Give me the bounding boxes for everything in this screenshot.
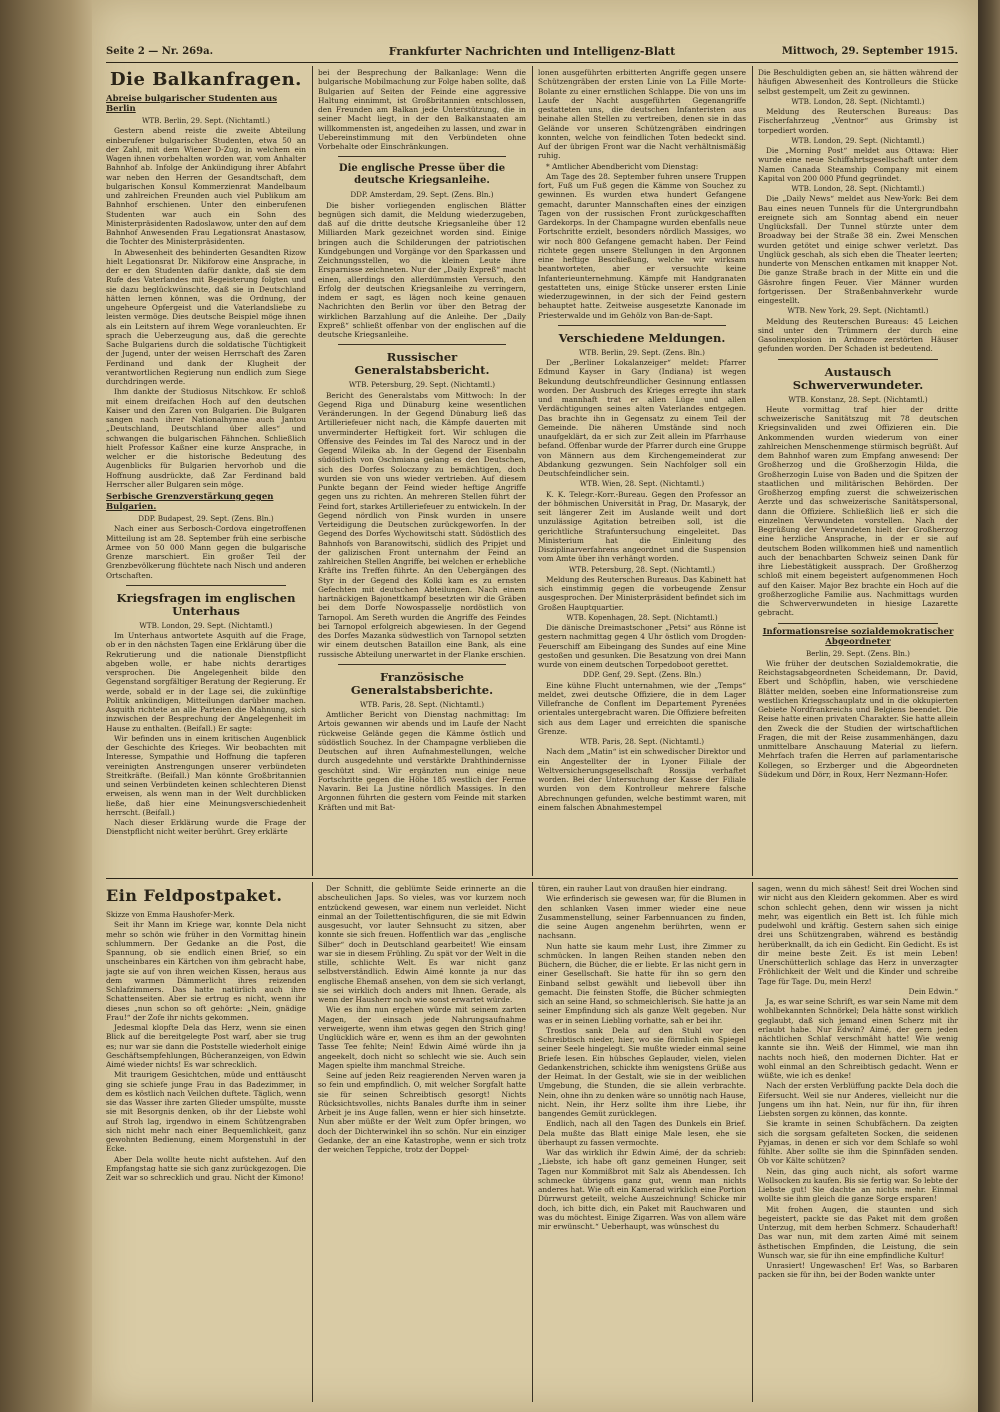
paragraph: Wir befinden uns in einem kritischen Augenblick der Geschichte des Krieges. Wir beobachten mit Interesse, Sympathie und Hoffnung die tapferen vereinigten Anstrengungen unserer verbündeten Streitkräfte. (Beifall.) Man könnte Großbritannien und seinen Verbündeten keinen schlechteren Dienst erweisen, als wenn man in der Welt durchblicken ließe, daß hier eine Meinungsverschiedenheit herrscht. (Beifall.) xyxy=(106,733,306,817)
headline-franzoesische-berichte: Französische Generalstabsberichte. xyxy=(350,669,494,697)
byline: Skizze von Emma Haushofer-Merk. xyxy=(106,910,235,919)
paragraph: Trostlos sank Dela auf den Stuhl vor den Schreibtisch nieder, hier, wo sie förmlich ein Spiegel seiner Seele hingelegt. Sie mußte wieder einmal seine Briefe lesen. Ein hübsches Geplauder, vielen, vielen Gedankenstrichen, schickte ihm wenigstens Grüße aus der Heimat. In der Gestalt, wie sie in der weiblichen Umgebung, die Stunden, die sie allein verbrachte. Nein, ohne ihn zu denken wäre so unnötig nach Hause, nicht. Nein, ihr Herz sollte ihm ihre Liebe, ihr bangendes Gemüt zurücklegen. xyxy=(538,1025,746,1118)
headline-feldpostpaket: Ein Feldpostpaket. xyxy=(106,886,283,905)
dateline: WTB. Wien, 28. Sept. (Nichtamtl.) xyxy=(579,479,705,489)
dateline: WTB. London, 29. Sept. (Nichtamtl.) xyxy=(139,620,273,630)
column-3 xyxy=(538,68,746,874)
feuilleton-column-4 xyxy=(758,884,958,1400)
paragraph: K. K. Telegr.-Korr.-Bureau. Gegen den Professor an der böhmischen Universität in Prag, Dr. Masaryk, der seit längerer Zeit im Auslande weilt und dort unzulässige Agitation betreiben soll, ist die gerichtliche Strafuntersuchung eingeleitet. Das Ministerium hat die Einleitung des Disziplinarverfahrens angeordnet und die Suspension vom Amte über ihn verhängt worden. xyxy=(538,489,746,564)
separator xyxy=(558,325,726,326)
paragraph: lonen ausgeführten erbitterten Angriffe gegen unsere Schützengräben der ersten Linie von La Fille Morte-Bolante zu einer ernstlichen Schlappe. Die von uns im Laufe der Nacht ausgeführten Gegenangriffe gestatteten uns, die deutschen Infanteristen aus beinahe allen Stellen zu vertreiben, denen sie in das Gelände vor unseren Schützengräben eindringen konnten, welche von feindlichen Toten bedeckt sind. Auf der übrigen Front war die Nacht verhältnismäßig ruhig. xyxy=(538,68,746,161)
column-rule xyxy=(312,882,313,1402)
column-1 xyxy=(106,68,306,874)
dateline: WTB. Petersburg, 28. Sept. (Nichtamtl.) xyxy=(568,564,716,574)
separator xyxy=(338,156,506,157)
headline-russischer-bericht: Russischer Generalstabsbericht. xyxy=(354,350,490,378)
paragraph: Bericht des Generalstabs vom Mittwoch: In der Gegend Riga und Dünaburg keine wesentlichen Veränderungen. In der Gegend Dünaburg ließ das Artilleriefeuer nicht nach, die Kämpfe dauerten mit unverminderter Heftigkeit fort. Wir schlugen die Offensive des Feindes im Tal des Narocz und in der Gegend Wileika ab. In der Gegend der Eisenbahn südöstlich von Oschmiana gelang es den Deutschen, sich des Dorfes Soloczany zu bemächtigen, doch wurden sie von uns wieder vertrieben. Auf diesem Punkte begann der Feind wieder heftige Angriffe gegen uns zu richten. An mehreren Stellen führt der Feind fort, starkes Artilleriefeuer zu entwickeln. In der Gegend nördlich von Pinsk wurden in unsere Verteidigung die Deutschen zurückgeworfen. In der Gegend des Dorfes Wychowitschi statt. Südöstlich des Bahnhofs von Baranowitschi, südlich des Pripjet und der galizischen Front unternahm der Feind an zahlreichen Stellen Angriffe, bei welchen er erhebliche Kräfte ins Treffen führte. An den Uebergängen des Styr in der Gegend des Kolki kam es zu ernsten Gefechten mit deutschen Abteilungen. Nach einem hartnäckigen Bajonettkampf besetzten wir die Gräben bei dem Dorfe Nowospasselje nordöstlich von Tarnopol. Am Sereth wurden die Angriffe des Feindes bei Tarnopol erfolgreich abgewiesen. In der Gegend des Dorfes Mazanka südwestlich von Tarnopol setzten wir einem deutschen Bataillon eine Bank, als eine russische Abteilung unerwartet in der Flanke erschien. xyxy=(318,390,526,659)
dateline: WTB. London, 28. Sept. (Nichtamtl.) xyxy=(791,96,925,106)
separator xyxy=(338,664,506,665)
paragraph: Gestern abend reiste die zweite Abteilung einberufener bulgarischer Studenten, etwa 50 an der Zahl, mit dem Wiener D-Zug, in welchem ein Wagen ihnen vorbehalten worden war, vom Anhalter Bahnhof ab. Infolge der Ankündigung ihrer Abfahrt war neben den Herren der Gesandtschaft, dem bulgarischen Konsul Kommerzienrat Mandelbaum und zahlreichen Freunden auch viel Publikum am Bahnhof erschienen. Unter den einberufenen Studenten war auch ein Sohn des Ministerpräsidenten Radoslawow, unter den auf dem Bahnhof Anwesenden Frau Legationsrat Anastasow, die Tochter des Ministerpräsidenten. xyxy=(106,126,306,247)
paragraph: Unrasiert! Ungewaschen! Er! Was, so Barbaren packen sie für ihn, bei der Boden wankte unter xyxy=(758,1261,958,1280)
paragraph: Die bisher vorliegenden englischen Blätter begnügen sich damit, die Meldung wiederzugeben, daß auf die dritte deutsche Kriegsanleihe über 12 Milliarden Mark gezeichnet worden sind. Einige bringen auch die Schilderungen der patriotischen Kundgebungen und Vorgänge vor den Sparkassen und Zeichnungsstellen, wo die kleinen Leute ihre Ersparnisse zeichneten. Nur der „Daily Expreß“ macht einen, allerdings den allerdümmsten Versuch, den Erfolg der deutschen Kriegsanleihe zu verringern, indem er sagt, es lägen noch keine genauen Nachrichten den Berlin vor über den Betrag der wirklichen Barzahlung auf die Anleihe. Der „Daily Expreß“ schließt offenbar von der englischen auf die deutsche Kriegsanleihe. xyxy=(318,200,526,339)
dateline: DDP. Budapest, 29. Sept. (Zens. Bln.) xyxy=(138,514,274,523)
paragraph: Eine kühne Flucht unternahmen, wie der „Temps“ meldet, zwei deutsche Offiziere, die in dem Lager Villefranche de Conflent im Departement Pyrenées orientales untergebracht waren. Die Offiziere befreiten sich aus dem Lager und erreichten die spanische Grenze. xyxy=(538,680,746,736)
paragraph: Nun hatte sie kaum mehr Lust, ihre Zimmer zu schmücken. In langen Reihen standen neben den Büchern, die Bücher, die er liebte. Er las nicht gern in einer Gesellschaft. Sie hatte für ihn so gern den Einband selbst gewählt und liebevoll über ihn gemacht. Die feinsten Stoffe, die Bücher schmiegten sich an seine Hand, so schmeichlerisch. Sie hatte ja an seiner Empfindung sich als ganze Welt gegeben. Nur was er in seinen Liebling vorhatte, sah er bei ihr. xyxy=(538,941,746,1025)
subhead-grenzverstaerkung: Serbische Grenzverstärkung gegen Bulgarien. xyxy=(106,492,274,512)
paragraph: Nach dieser Erklärung wurde die Frage der Dienstpflicht nicht weiter berührt. Grey erklärte xyxy=(106,818,306,837)
paragraph: Ja, es war seine Schrift, es war sein Name mit dem wohlbekannten Schnörkel; Dela hätte sonst wirklich geglaubt, daß sich jemand einen Scherz mit ihr erlaubt habe. Nur Edwin? Aimé, der gern jeden nächtlichen Schlaf verschmäht hatte! Wie wenig kannte sie ihn. Weiß der Himmel, wie man ihn nachts noch hieß, den modernen Dichter. Hat er wohl einmal an den Schreibtisch gedacht. Wenn er wüßte, wie ich es denke! xyxy=(758,997,958,1080)
dateline: Berlin, 29. Sept. (Zens. Bln.) xyxy=(806,648,910,658)
paragraph: Seit ihr Mann im Kriege war, konnte Dela nicht mehr so schön wie früher in den Vormittag hinein schlummern. Der Gedanke an die Post, die Spannung, ob sie endlich einen Brief, so ein unscheinbares ein Kärtchen von ihm gebracht habe, jagte sie auf von ihren weichen Kissen, heraus aus dem warmen Dämmerlicht ihres reizenden Schlafzimmers. Das hatte natürlich auch ihre Schattenseiten. Aber sie ertrug es nicht, wenn ihr dieses „nun schon so oft gehörte: „Nein, gnädige Frau!“ der Zofe ihr nichts gekommen. xyxy=(106,920,306,1022)
paragraph: Aber Dela wollte heute nicht aufstehen. Auf den Empfangstag hatte sie sich ganz zurückgezogen. Die Zeit war so schrecklich und grau. Nicht der Kimono! xyxy=(106,1154,306,1182)
dateline: WTB. London, 29. Sept. (Nichtamtl.) xyxy=(791,135,925,145)
paragraph: Der „Berliner Lokalanzeiger“ meldet: Pfarrer Edmund Kayser in Gary (Indiana) ist wegen Bekundung deutschfreundlicher Gesinnung entlassen worden. Der Ausbruch des Krieges erregte ihn stark und mannhaft trat er allen Lüge und allen Verdächtigungen seines alten Vaterlandes entgegen. Das brachte ihn in Gegensatz zu einem Teil der Gemeinde. Die näheren Umstände sind noch unaufgeklärt, da er sich zur Zeit allein im Pfarrhause befand. Offenbar wurde der Pfarrer durch eine Gruppe von Männern aus dem Kirchengemeinderat zur Abdankung gezwungen. Sein Nachfolger soll ein Deutschfeindlicher sein. xyxy=(538,358,746,478)
paragraph: Wie früher der deutschen Sozialdemokratie, die Reichstagsabgeordneten Scheidemann, Dr. David, Ebert und Schöpflin, haben, wie verschiedene Blätter melden, soeben eine Informationsreise zum westlichen Kriegsschauplatz und in die okkupierten Gebiete Nordfrankreichs und Belgiens beendet. Die Reise hatte einen privaten Charakter. Sie hatte allein den Zweck die der Studien der wirtschaftlichen Fragen, die mit der Reise zusammenhängen, dazu unmittelbare Anschauung Material zu liefern. Mehrfach trafen die Herren auf parlamentarische Kollegen, so Erzberger und die Abgeordneten Südekum und Dörr, in Roux, Herr Nezmann-Hofer. xyxy=(758,658,958,779)
paragraph: Mit traurigem Gesichtchen, müde und enttäuscht ging sie schiefe junge Frau in das Badezimmer, in dem es köstlich nach Veilchen duftete. Täglich, wenn sie das Wasser ihre zarten Glieder umspülte, musste sie mit Besorgnis denken, ob ihr der Liebste wohl auf Stroh lag, irgendwo in einem Schützengraben sich nicht mehr nach einer Bequemlichkeit, ganz gewohnten Bedienung, einem Morgenstuhl in der Ecke. xyxy=(106,1070,306,1154)
paragraph: Wie es ihm nun ergehen würde mit seinem zarten Magen, der einsach jede Nahrungsaufnahme verweigerte, wenn ihm etwas gegen den Strich ging! Unglücklich wäre er, wenn es ihm an der gewohnten Tasse Tee fehlte; Nein! Edwin Aimé würde ihn ja angeekelt, doch nicht so schlecht wie sie. Auch sein Magen spielte ihm manchmal Streiche. xyxy=(318,1005,526,1070)
column-rule xyxy=(532,66,533,876)
dateline: WTB. Petersburg, 29. Sept. (Nichtamtl.) xyxy=(348,380,496,390)
column-4 xyxy=(758,68,958,874)
paragraph: Die „Morning Post“ meldet aus Ottawa: Hier wurde eine neue Schiffahrtsgesellschaft unter dem Namen Canada Steamship Company mit einem Kapital von 200 000 Pfund gegründet. xyxy=(758,146,958,183)
paragraph: Heute vormittag traf hier der dritte schweizerische Sanitätszug mit 78 deutschen Kriegsinvaliden und zwei Offizieren ein. Die Ankommenden wurden wiederum von einer zahlreichen Menschenmenge stürmisch begrüßt. Auf dem Bahnhof waren zum Empfang anwesend: Der Großherzog und die Großherzogin Hilda, die Großherzogin Luise von Baden und die Spitzen der staatlichen und militärischen Behörden. Der Großherzog empfing zuerst die schweizerischen Aerzte und das schweizerische Sanitätspersonal, dann die Offiziere. Schließlich ließ er sich die einzelnen Verwundeten vorstellen. Nach der Begrüßung der Verwundeten hielt der Großherzog eine herzliche Ansprache, in der er sie auf deutschem Boden willkommen hieß und namentlich auch der benachbarten Schweiz seinen Dank für ihre Liebestätigkeit aussprach. Der Großherzog schloß mit einem begeistert aufgenommenen Hoch auf den Kaiser. Major Bez brachte ein Hoch auf die großherzogliche Familie aus. Nachmittags wurden die Schwerverwundeten in hiesige Lazarette gebracht. xyxy=(758,404,958,618)
signature-line: Dein Edwin.“ xyxy=(908,986,958,996)
headline-englische-presse: Die englische Presse über die deutsche Kriegsanleihe. xyxy=(338,163,506,187)
dateline: WTB. Paris, 28. Sept. (Nichtamtl.) xyxy=(579,737,705,746)
feuilleton-rule xyxy=(106,878,958,879)
newspaper-page xyxy=(92,0,978,1412)
paragraph: Mit frohen Augen, die staunten und sich begeistert, packte sie das Paket mit dem großen Unterzug, mit dem herben Schmerz. Schauderhaft! Das war nun, mit dem zarten Aimé mit seinem ästhetischen Empfinden, die Leistung, die sein Wunsch war, sie für ihn eine empfindliche Kultur! xyxy=(758,1204,958,1260)
paragraph: In Abwesenheit des behinderten Gesandten Rizow hielt Legationsrat Dr. Nikiforow eine Ansprache, in der er den Studenten dafür dankte, daß sie dem Rufe des Vaterlandes mit Begeisterung folgten und sie dazu beglückwünschte, daß sie in Deutschland hätten lernen können, was die Ordnung, der ungeheure Opfergeist und die Vaterlandsliebe zu leisten vermöge. Dies deutsche Beispiel möge ihnen als ein Leitstern auf ihrem Wege voranleuchten. Er sprach die Ueberzeugung aus, daß die gerechte Sache Bulgariens durch die soldatische Tüchtigkeit der Jugend, unter der weisen Herrschaft des Zaren Ferdinand und dank der Klugheit der verantwortlichen Regierung nun endlich zum Siege durchdringen werde. xyxy=(106,247,306,386)
headline-austausch: Austausch Schwerverwundeter. xyxy=(792,364,924,392)
paragraph: * Amtlicher Abendbericht vom Dienstag: xyxy=(546,161,699,171)
column-rule xyxy=(532,882,533,1402)
paragraph: Meldung des Reuterschen Bureaus: 45 Leichen sind unter den Trümmern der durch eine Gasolinexplosion in Ardmore zerstörten Häuser gefunden worden. Der Schaden ist bedeutend. xyxy=(758,316,958,354)
paragraph: Seine auf jeden Reiz reagierenden Nerven waren ja so fein und empfindlich. O, mit welcher Sorgfalt hatte sie für seinen Schreibtisch gesorgt! Nichts Rücksichtsvolles, nichts Banales durfte ihm in seiner Arbeit je ins Auge fallen, wenn er hier sich hinsetzte. Nun aber müßte er der Welt zum Opfer bringen, wo doch der Dichterwinkel ihn so schön. Nur ein einziger Gedanke, der an eine Katastrophe, wenn er sich trotz der weichen Teppiche, trotz der Doppel- xyxy=(318,1071,526,1154)
paragraph: Meldung des Reuterschen Bureaus. Das Kabinett hat sich einstimmig gegen die vorbeugende Zensur ausgesprochen. Der Ministerpräsident befindet sich im Großen Hauptquartier. xyxy=(538,574,746,612)
paragraph: Nein, das ging auch nicht, als sofort warme Wollsocken zu kaufen. Bis sie fertig war. So lebte der Liebste gut! Sie dachte an nichts mehr. Einmal wollte sie ihm gleich die ganze Sorge ersparen! xyxy=(758,1166,958,1204)
column-rule xyxy=(752,882,753,1402)
column-rule xyxy=(312,66,313,876)
dateline: WTB. Kopenhagen, 28. Sept. (Nichtamtl.) xyxy=(566,612,718,622)
dateline: WTB. New York, 29. Sept. (Nichtamtl.) xyxy=(787,306,929,316)
subhead-studenten: Abreise bulgarischer Studenten aus Berlin xyxy=(106,94,278,114)
feuilleton-column-1 xyxy=(106,884,306,1400)
paragraph: Der Schnitt, die geblümte Seide erinnerte an die abscheulichen Japs. So vieles, was vor kurzem noch entzückend gewesen, war einem nun verleidet. Nicht einmal an der Toilettentischfiguren, die sie mit Edwin ausgesucht, vor lauter Sehnsucht zu sitzen, aber konnte sie sich freuen. Hoffentlich war das „englische Silber“ doch in Deutschland gearbeitet! Wie einsam war sie in diesem Frühling. Zu spät vor der Welt in die stille, schlichte Welt. Es war nicht ganz selbstverständlich. Edwin Aimé konnte ja nur das englische Ehemaß ansehen, von dem sie sich verlangt, sie sei wirklich doch anders mit Ihnen. Gerade, als wenn der Hausherr noch wie sonst erwartet würde. xyxy=(318,884,526,1004)
separator xyxy=(126,585,286,586)
dateline: WTB. London, 28. Sept. (Nichtamtl.) xyxy=(791,184,925,193)
paragraph: War das wirklich ihr Edwin Aimé, der da schrieb: „Liebste, ich habe oft ganz gemeinen Hunger, seit Tagen nur Kommißbrot mit Salz als Abendessen. Ich schmecke übrigens ganz gut, wenn man nichts anderes hat. Wie oft ein Kamerad wirklich eine Portion Dürrwurst geteilt, welche Auszeichnung! Schicke mir doch, ich bitte dich, ein Paket mit Rauchwaren und was du möchtest. Einige Zigarren. Was von allem wäre mir erwünscht.“ Ueberhaupt, was wünschest du xyxy=(538,1148,746,1231)
headline-balkanfragen: Die Balkanfragen. xyxy=(110,69,302,90)
paragraph: Jedesmal klopfte Dela das Herz, wenn sie einen Blick auf die bereitgelegte Post warf, aber sie trug es; nur war sie dann die Poststelle wiederholt einige Geschäftsempfehlungen, Bücheranzeigen, von Edwin Aimé wieder nichts! Es war schrecklich. xyxy=(106,1023,306,1069)
paragraph: Meldung des Reuterschen Bureaus: Das Fischerfahrzeug „Ventnor“ aus Grimsby ist torpediert worden. xyxy=(758,107,958,135)
page-number: Seite 2 — Nr. 269a. xyxy=(106,46,214,57)
page-edge xyxy=(978,0,1000,1412)
newspaper-title: Frankfurter Nachrichten und Intelligenz-Blatt xyxy=(388,45,676,58)
paragraph: Amtlicher Bericht von Dienstag nachmittag: Im Artois gewannen wir abends und im Laufe der Nacht rückweise Gelände gegen die Kämme östlich und südöstlich Souchez. In der Champagne verblieben die Deutschen auf ihren Aufnahmestellungen, welche durch ausgedehnte und verstärkte Drahthindernisse geschützt sind. Wir ergänzten nun einige neue Fortschritte gegen die Höhe 185 westlich der Ferme Navarin. Bei La Justine nördlich Massiges. In den Argonnen führten die gestern vom Feinde mit starken Kräften und mit Bat- xyxy=(318,710,526,812)
issue-date: Mittwoch, 29. September 1915. xyxy=(781,46,958,57)
headline-verschiedene-meldungen: Verschiedene Meldungen. xyxy=(558,330,726,345)
paragraph: Am Tage des 28. September fuhren unsere Truppen fort, Fuß um Fuß gegen die Kämme von Souchez zu gewinnen. Es wurden etwa hundert Gefangene gemacht, darunter Mannschaften eines der einzigen Tagen von der russischen Front zurückgeschafften Gardekorps. In der Champagne wurden ebenfalls neue Fortschritte erzielt, besonders nördlich Massiges, wo wir noch 800 Gefangene gemacht haben. Der Feind richtete gegen unsere Stellungen in den Argonnen eine heftige Beschießung, welche wir wirksam beantworteten, aber er versuchte keine Infanterieunternehmung. Kämpfe mit Handgranaten gestatteten uns, einige Stücke unserer ersten Linie wiederzugewinnen, in der sich der Feind gestern behauptet hatte. Zeitweise ausgesetzte Kanonade im Priesterwalde und im Gehölz von Ban-de-Sapt. xyxy=(538,171,746,320)
column-rule xyxy=(752,66,753,876)
paragraph: Nach einer aus Serbosch-Cordova eingetroffenen Mitteilung ist am 28. September früh eine serbische Armee von 50 000 Mann gegen die bulgarische Grenze marschiert. Ein großer Teil der Grenzbevölkerung flüchtete nach Nisch und anderen Ortschaften. xyxy=(106,524,306,580)
paragraph: Ihm dankte der Studiosus Nitschkow. Er schloß mit einem dreifachen Hoch auf den deutschen Kaiser und den Zaren von Bulgarien. Die Bulgaren sangen nach ihrer Nationalhymne auch Jantou „Deutschland, Deutschland über alles“ und schwangen die bulgarischen Fähnchen. Schließlich hielt Professor Kaßner eine kurze Ansprache, in welcher er die historische Bedeutung des Augenblicks für Bulgarien hervorhob und die Hoffnung ausdrückte, daß Zar Ferdinand bald Herrscher aller Bulgaren sein möge. xyxy=(106,387,306,489)
feuilleton-column-2 xyxy=(318,884,526,1400)
paragraph: Die dänische Dreimastschoner „Petsi“ aus Rönne ist gestern nachmittag gegen 4 Uhr östlich vom Drogden-Feuerschiff am Eibeingang des Sundes auf eine Mine gestoßen und gesunken. Die Besatzung von drei Mann wurde von einem deutschen Torpedoboot gerettet. xyxy=(538,623,746,669)
paragraph: Nach dem „Matin“ ist ein schwedischer Direktor und ein Angestellter der in Lyoner Filiale der Weltversicherungsgesellschaft Rossija verhaftet worden. Bei der Untersuchung der Kasse der Filiale wurden von dem Kontrolleur mehrere falsche Abrechnungen gefunden, welche bestimmt waren, mit einem falschen Abnahmestempel xyxy=(538,747,746,812)
column-2 xyxy=(318,68,526,874)
paragraph: Die Beschuldigten geben an, sie hätten während der häufigen Abwesenheit des Kontrolleurs die Stücke selbst gestempelt, um Zeit zu gewinnen. xyxy=(758,68,958,96)
separator xyxy=(778,623,938,624)
paragraph: Im Unterhaus antwortete Asquith auf die Frage, ob er in den nächsten Tagen eine Erklärung über die Rekrutierung und die nationale Dienstpflicht abgeben wolle, er habe nichts derartiges versprochen. Die Angelegenheit bilde den Gegenstand sorgfältiger Beratung der Regierung. Er werde, sobald er in der Lage sei, die zukünftige Politik ankündigen, Mitteilungen darüber machen. Asquith richtete an alle Parteien die Mahnung, sich inzwischen der Besprechung der Angelegenheit im Hause zu enthalten. (Beifall.) Er sagte: xyxy=(106,631,306,733)
dateline: WTB. Paris, 28. Sept. (Nichtamtl.) xyxy=(359,699,485,709)
separator xyxy=(338,344,506,345)
paragraph: Wie erfinderisch sie gewesen war, für die Blumen in den schlanken Vasen immer wieder eine neue Zusammenstellung, seiner Farbennuancen zu finden, die seine Augen angenehm berührten, wenn er nachsann. xyxy=(538,894,746,941)
dateline: DDP. Genf, 29. Sept. (Zens. Bln.) xyxy=(582,670,702,680)
paragraph: türen, ein rauher Laut von draußen hier eindrang. xyxy=(538,884,728,893)
paragraph: Nach der ersten Verblüffung packte Dela doch die Eifersucht. Weil sie nur Anderes, vielleicht nur die Jungens um ihn hat. Nein, nur für ihn, für ihren Liebsten sorgen zu können, das konnte. xyxy=(758,1081,958,1118)
page-header xyxy=(106,42,958,63)
separator xyxy=(778,359,938,360)
paragraph: sagen, wenn du mich sähest! Seit drei Wochen sind wir nicht aus den Kleidern gekommen. Aber es wird schon schlecht gehen, denn wir wissen ja nicht mehr, was eigentlich ein Bett ist. Ich fühle mich pudelwohl und kräftig. Gestern sahen sich einige drei uns Schützengraben, während es beständig herüberknallt, da ich ein Gedicht. Ein Gedicht. Es ist dir meine beste Zeit. Es ist mein Leben! Unerschütterlich schlage das Herz in unverzagter Fröhlichkeit der Welt und die Kinder und schreibe Tage für Tage. Du, mein Herz! xyxy=(758,884,958,986)
subhead-informationsreise: Informationsreise sozialdemokratischer Abgeordneter xyxy=(762,626,954,647)
paragraph: Die „Daily News“ meldet aus New-York: Bei dem Bau eines neuen Tunnels für die Untergrundbahn ereignete sich am Sonntag abend ein neuer Unglücksfall. Der Tunnel stürzte unter dem Broadway bei der Straße 38 ein. Zwei Menschen wurden getötet und einige schwer verletzt. Das Unglück geschah, als sich eben die Theater leerten; hunderte von Menschen entkamen mit knapper Not. Die ganze Straße brach in der Mitte ein und die Gäsrohre fingen Feuer. Vier Männer wurden fortgerissen. Der Straßenbahnverkehr wurde eingestellt. xyxy=(758,194,958,305)
dateline: WTB. Berlin, 29. Sept. (Nichtamtl.) xyxy=(141,116,271,125)
dateline: DDP. Amsterdam, 29. Sept. (Zens. Bln.) xyxy=(350,190,494,200)
paragraph: bei der Besprechung der Balkanlage: Wenn die bulgarische Mobilmachung zur Folge haben sollte, daß Bulgarien auf Seiten der Feinde eine aggressive Haltung einnimmt, ist Großbritannien entschlossen, den Freunden am Balkan jede Unterstützung, die in seiner Macht liegt, in der den Balkanstaaten am willkommensten ist, angedeihen zu lassen, und zwar in Uebereinstimmung mit den Verbündeten ohne Vorbehalte oder Einschränkungen. xyxy=(318,68,526,151)
book-binding xyxy=(0,0,95,1412)
dateline: WTB. Konstanz, 28. Sept. (Nichtamtl.) xyxy=(788,394,928,404)
paragraph: Sie kramte in seinen Schubfächern. Da zeigten sich die sorgsam gefalteten Socken, die seidenen Pyjamas, in denen er sich vor dem Schlafe so wohl fühlte. Aber sollte sie ihm die Spinnfäden senden. Ob vor Kälte schützen? xyxy=(758,1119,958,1166)
feuilleton-column-3 xyxy=(538,884,746,1400)
dateline: WTB. Berlin, 29. Sept. (Zens. Bln.) xyxy=(579,347,705,357)
headline-unterhaus: Kriegsfragen im englischen Unterhaus xyxy=(116,590,296,618)
paragraph: Endlich, nach all den Tagen des Dunkels ein Brief. Dela mußte das Blatt einige Male lesen, ehe sie überhaupt zu fassen vermochte. xyxy=(538,1119,746,1147)
